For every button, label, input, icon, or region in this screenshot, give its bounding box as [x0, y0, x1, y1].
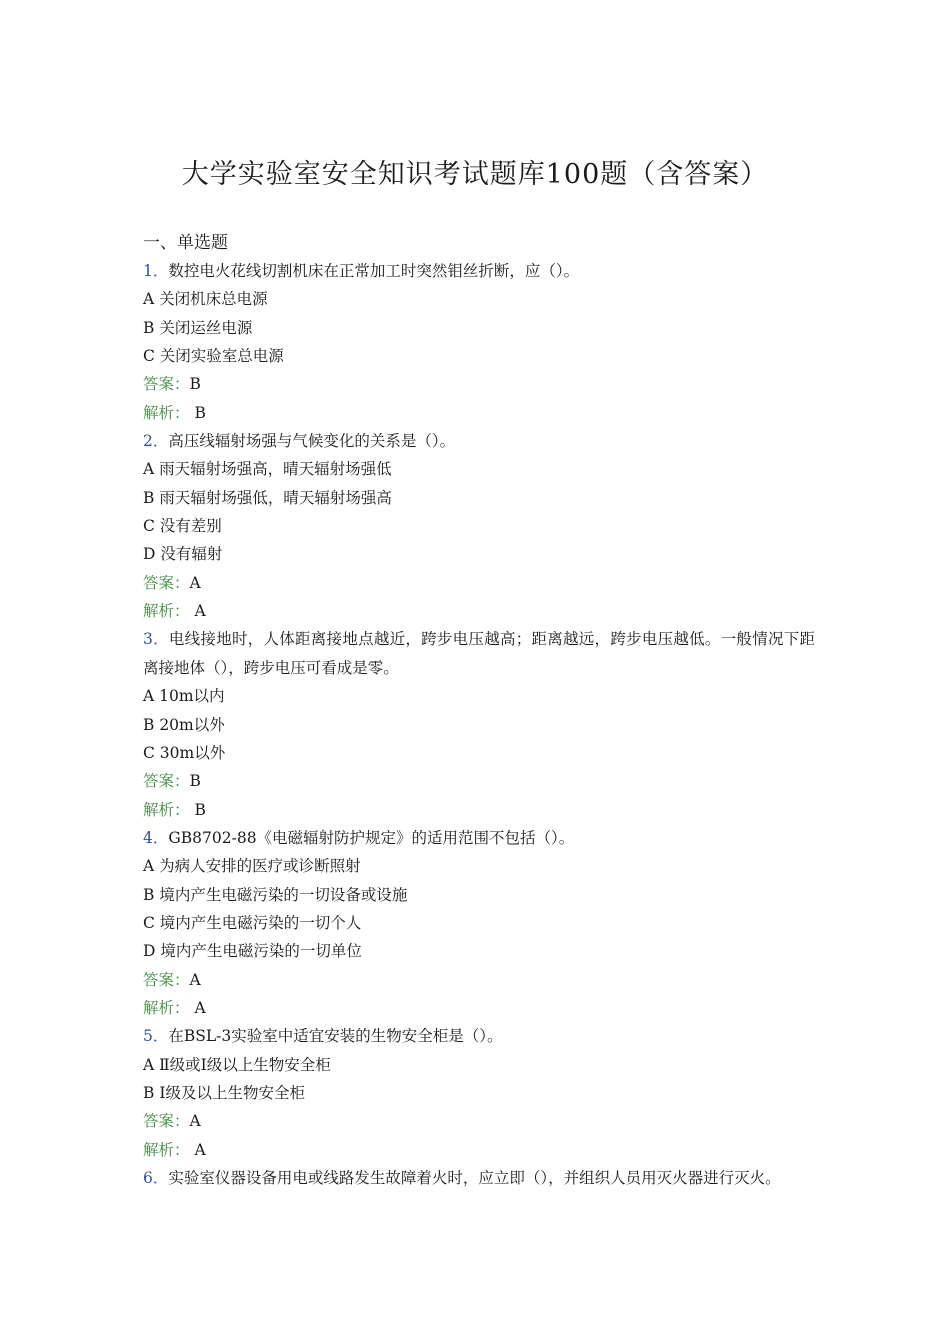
option-a: A Ⅱ级或Ⅰ级以上生物安全柜	[143, 1055, 331, 1074]
question-text	[143, 257, 815, 285]
analysis-value: A	[189, 998, 206, 1017]
answer-line	[143, 966, 815, 994]
question-number: 3．	[143, 630, 169, 649]
answer-label: 答案：	[143, 1112, 190, 1131]
option-c: C 30m以外	[143, 743, 226, 762]
question-text	[143, 824, 815, 852]
question-2	[143, 427, 815, 625]
analysis-label: 解析：	[143, 998, 190, 1017]
question-stem: 电线接地时，人体距离接地点越近，跨步电压越高；距离越远，跨步电压越低。一般情况下距离接地体（），跨步电压可看成是零。	[143, 630, 815, 677]
answer-label: 答案：	[143, 573, 190, 592]
option-c: C 没有差别	[143, 517, 222, 536]
answer-line	[143, 767, 815, 795]
question-number: 6．	[143, 1169, 169, 1187]
question-text	[143, 427, 815, 455]
question-stem: 实验室仪器设备用电或线路发生故障着火时，应立即（），并组织人员用灭火器进行灭火。	[168, 1169, 781, 1187]
analysis-line	[143, 399, 815, 427]
option-b: B 雨天辐射场强低，晴天辐射场强高	[143, 488, 392, 507]
option-b: B 关闭运丝电源	[143, 318, 253, 337]
question-text	[143, 1164, 815, 1192]
option-a: A 10m以内	[143, 687, 225, 706]
analysis-line	[143, 1136, 815, 1164]
answer-value: A	[189, 573, 201, 592]
option-d: D 没有辐射	[143, 545, 223, 564]
question-text	[143, 1022, 815, 1050]
answer-line	[143, 569, 815, 597]
analysis-line	[143, 597, 815, 625]
analysis-value: B	[189, 403, 206, 422]
analysis-label: 解析：	[143, 403, 190, 422]
analysis-value: B	[189, 800, 206, 819]
question-5	[143, 1022, 815, 1164]
question-number: 2．	[143, 432, 169, 451]
question-stem: 数控电火花线切割机床在正常加工时突然钼丝折断，应（）。	[168, 262, 580, 280]
question-3	[143, 625, 815, 823]
option-c: C 境内产生电磁污染的一切个人	[143, 913, 362, 932]
analysis-line	[143, 796, 815, 824]
option-a: A 关闭机床总电源	[143, 290, 268, 309]
question-stem: GB8702-88《电磁辐射防护规定》的适用范围不包括（）。	[168, 828, 575, 847]
analysis-value: A	[189, 1140, 206, 1159]
document-title: 大学实验室安全知识考试题库100题（含答案）	[181, 159, 769, 190]
answer-value: B	[189, 772, 201, 791]
question-4	[143, 824, 815, 1022]
answer-value: A	[189, 970, 201, 989]
section-heading: 一、单选题	[143, 233, 228, 253]
analysis-line	[143, 994, 815, 1022]
question-1	[143, 257, 815, 427]
answer-value: A	[189, 1112, 201, 1131]
option-c: C 关闭实验室总电源	[143, 347, 284, 366]
option-d: D 境内产生电磁污染的一切单位	[143, 942, 362, 961]
answer-value: B	[189, 375, 201, 394]
analysis-value: A	[189, 602, 206, 621]
answer-label: 答案：	[143, 375, 190, 394]
analysis-label: 解析：	[143, 602, 190, 621]
answer-line	[143, 370, 815, 398]
question-6	[143, 1164, 815, 1192]
answer-label: 答案：	[143, 772, 190, 791]
answer-label: 答案：	[143, 970, 190, 989]
question-list	[143, 229, 815, 1192]
option-b: B Ⅰ级及以上生物安全柜	[143, 1083, 305, 1102]
question-number: 5．	[143, 1027, 169, 1046]
question-number: 1．	[143, 262, 169, 280]
question-stem: 高压线辐射场强与气候变化的关系是（）。	[168, 432, 456, 451]
question-stem: 在BSL-3实验室中适宜安装的生物安全柜是（）。	[168, 1027, 503, 1046]
option-a: A 雨天辐射场强高，晴天辐射场强低	[143, 460, 392, 479]
option-a: A 为病人安排的医疗或诊断照射	[143, 857, 361, 876]
answer-line	[143, 1107, 815, 1135]
question-number: 4．	[143, 828, 169, 847]
question-text	[143, 625, 815, 682]
option-b: B 20m以外	[143, 715, 225, 734]
analysis-label: 解析：	[143, 800, 190, 819]
option-b: B 境内产生电磁污染的一切设备或设施	[143, 885, 408, 904]
analysis-label: 解析：	[143, 1140, 190, 1159]
